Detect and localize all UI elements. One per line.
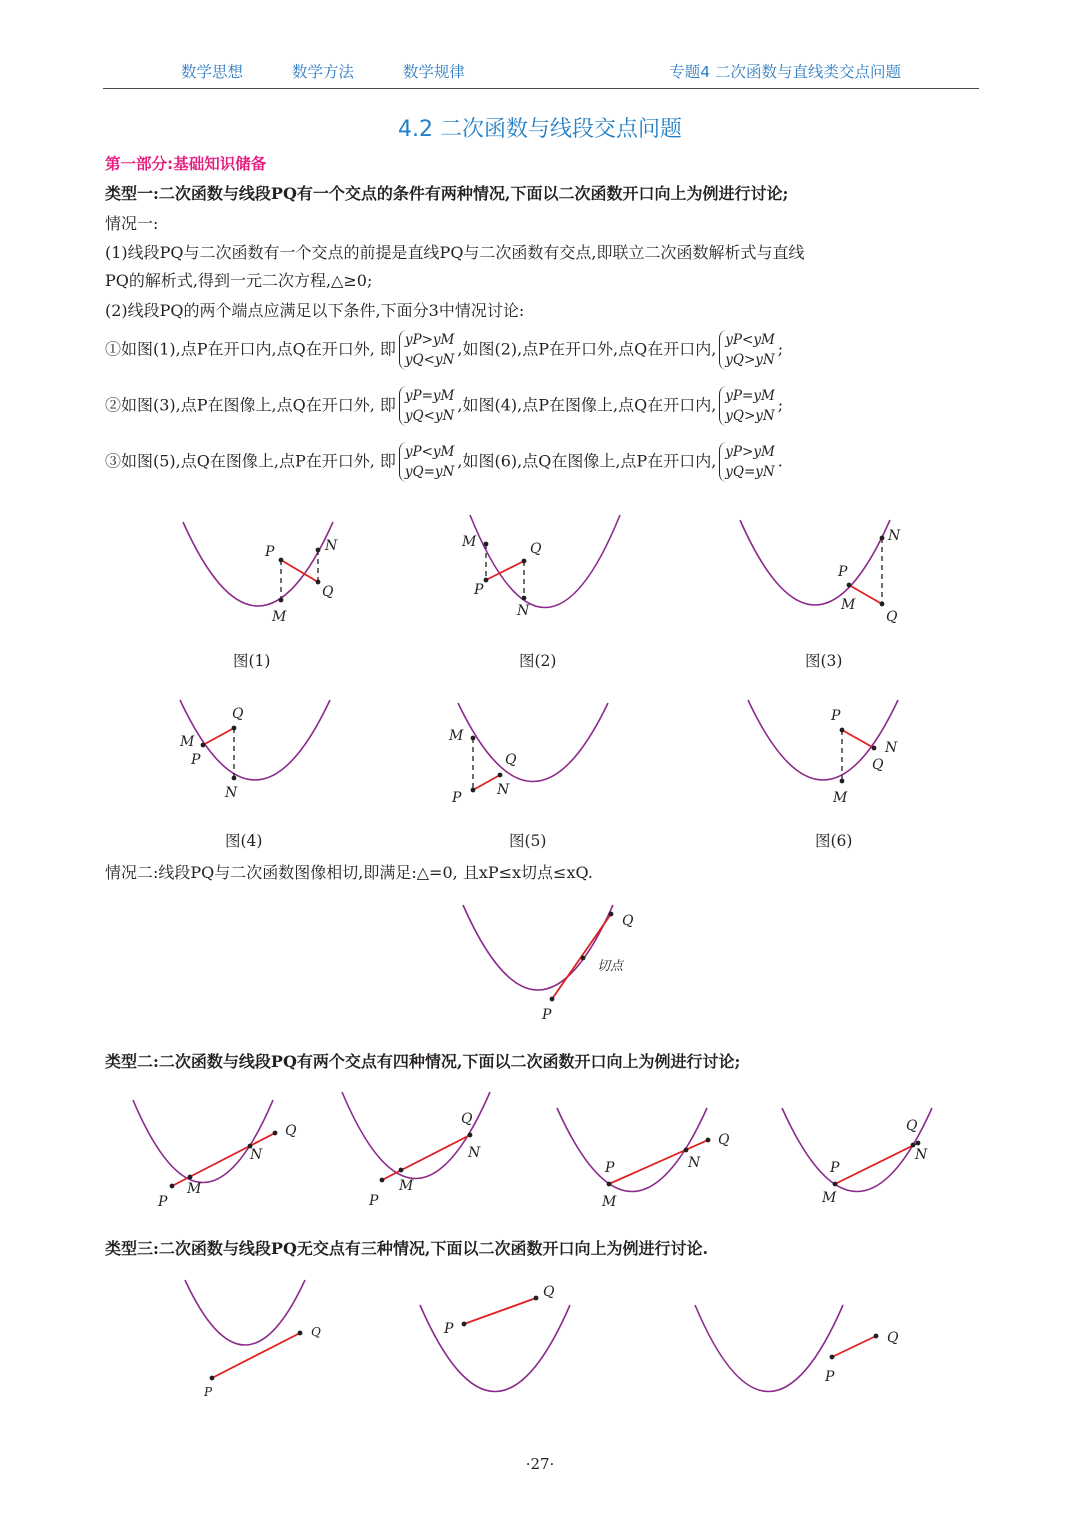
condition-text: ,如图(2),点P在开口外,点Q在开口内, [457,339,717,359]
tangent-label: 切点 [597,959,624,974]
condition-row-2: ②如图(3),点P在图像上,点Q在开口外, 即 yP=yM yQ<yN,如图(4),点P在图像上,点Q在开口内, yP=yM yQ>yN; [105,388,784,424]
header-item: 数学思想 [181,63,244,81]
svg-text:M: M [272,609,287,625]
svg-text:M: M [841,597,856,613]
svg-text:N: N [250,1147,263,1163]
svg-text:N: N [225,785,238,801]
svg-text:Q: Q [906,1118,918,1134]
svg-text:Q: Q [461,1111,473,1127]
svg-text:N: N [497,782,510,798]
svg-text:N: N [325,538,338,554]
segment-t2-4 [835,1143,918,1184]
condition-text: ②如图(3),点P在图像上,点Q在开口外, 即 [105,395,396,415]
svg-text:P: P [204,1385,213,1399]
condition-text: ,如图(6),点Q在图像上,点P在开口内, [457,451,717,471]
svg-text:M: M [399,1178,414,1194]
caption-fig2: 图(2) [519,652,557,670]
svg-text:P: P [831,708,841,724]
segment-fig5 [473,775,500,790]
svg-text:Q: Q [530,541,542,557]
header-topic: 专题4 二次函数与直线类交点问题 [669,63,901,81]
parabola-fig3 [740,520,890,605]
svg-text:M: M [602,1194,617,1210]
parabola-fig1 [183,522,333,606]
system-5: yP<yM yQ=yN [399,442,454,482]
p1-line2: PQ的解析式,得到一元二次方程,△≥0; [105,271,373,290]
svg-text:P: P [369,1193,379,1209]
svg-text:P: P [444,1321,454,1337]
svg-text:Q: Q [622,913,634,929]
svg-text:P: P [158,1194,168,1210]
svg-text:P: P [265,544,275,560]
svg-text:P: P [825,1369,835,1385]
svg-text:M: M [833,790,848,806]
svg-text:N: N [888,528,901,544]
parabola-t3-1 [185,1280,305,1345]
segment-t2-2 [382,1135,470,1180]
svg-text:Q: Q [718,1132,730,1148]
svg-text:N: N [688,1155,701,1171]
svg-text:Q: Q [322,584,334,600]
condition-text: ③如图(5),点Q在图像上,点P在开口外, 即 [105,451,396,471]
svg-text:Q: Q [887,1330,899,1346]
header-item: 数学方法 [291,63,354,81]
caption-fig4: 图(4) [225,832,263,850]
segment-fig4 [203,728,234,745]
svg-text:Q: Q [872,757,884,773]
caption-fig5: 图(5) [509,832,547,850]
condition-text: ,如图(4),点P在图像上,点Q在开口内, [457,395,717,415]
system-6: yP>yM yQ=yN [719,442,774,482]
caption-fig1: 图(1) [233,652,271,670]
page-title: 4.2 二次函数与线段交点问题 [398,117,682,142]
parabola-curves [133,515,932,1392]
segment-fig6 [842,730,874,748]
svg-text:P: P [474,582,484,598]
system-1: yP>yM yQ<yN [399,330,454,370]
svg-text:Q: Q [285,1123,297,1139]
svg-text:P: P [838,564,848,580]
caption-fig6: 图(6) [815,832,853,850]
segment-fig2 [486,561,524,580]
condition-row-1: ①如图(1),点P在开口内,点Q在开口外, 即 yP>yM yQ<yN,如图(2),点P在开口外,点Q在开口内, yP<yM yQ>yN; [105,332,784,368]
svg-text:N: N [885,740,898,756]
svg-text:Q: Q [886,609,898,625]
parabola-fig5 [458,703,608,782]
svg-text:P: P [452,790,462,806]
svg-text:M: M [180,734,195,750]
segment-fig1 [281,560,318,582]
svg-text:P: P [605,1160,615,1176]
page-number: ·27· [525,1455,555,1473]
p2-line: (2)线段PQ的两个端点应满足以下条件,下面分3中情况讨论: [105,301,525,320]
condition-row-3: ③如图(5),点Q在图像上,点P在开口外, 即 yP<yM yQ=yN,如图(6),点Q在图像上,点P在开口内, yP>yM yQ=yN. [105,444,783,480]
svg-text:Q: Q [505,752,517,768]
segment-t3-3 [832,1336,876,1357]
parabola-fig2 [470,515,620,608]
svg-text:Q: Q [543,1284,555,1300]
segment-t3-2 [464,1298,536,1324]
condition-text: ①如图(1),点P在开口内,点Q在开口外, 即 [105,339,396,359]
header-item: 数学规律 [402,63,465,81]
svg-text:M: M [822,1190,837,1206]
system-2: yP<yM yQ>yN [719,330,774,370]
dashed-guides [234,538,882,790]
svg-text:N: N [915,1147,928,1163]
svg-text:P: P [830,1160,840,1176]
type1-intro: 类型一:二次函数与线段PQ有一个交点的条件有两种情况,下面以二次函数开口向上为例进行讨论; [105,184,789,203]
svg-text:M: M [187,1181,202,1197]
svg-text:M: M [449,728,464,744]
svg-text:P: P [542,1007,552,1023]
section-heading: 第一部分:基础知识储备 [105,155,267,173]
type3-intro: 类型三:二次函数与线段PQ无交点有三种情况,下面以二次函数开口向上为例进行讨论. [105,1239,709,1258]
system-4: yP=yM yQ>yN [719,386,774,426]
p1-line1: (1)线段PQ与二次函数有一个交点的前提是直线PQ与二次函数有交点,即联立二次函数解析式与直线 [105,243,805,262]
svg-text:N: N [517,603,530,619]
parabola-t3-2 [420,1305,570,1392]
caption-fig3: 图(3) [805,652,843,670]
svg-text:Q: Q [311,1325,321,1339]
parabola-t3-3 [695,1305,843,1392]
svg-text:P: P [191,752,201,768]
system-3: yP=yM yQ<yN [399,386,454,426]
case1-label: 情况一: [105,214,159,233]
segment-t3-1 [212,1333,300,1378]
parabola-tangent [463,905,613,990]
type2-intro: 类型二:二次函数与线段PQ有两个交点有四种情况,下面以二次函数开口向上为例进行讨论; [105,1052,741,1071]
parabola-fig4 [180,700,330,780]
svg-text:Q: Q [232,706,244,722]
case2-text: 情况二:线段PQ与二次函数图像相切,即满足:△=0, 且xP≤x切点≤xQ. [105,863,593,882]
svg-text:M: M [462,534,477,550]
svg-text:N: N [468,1145,481,1161]
